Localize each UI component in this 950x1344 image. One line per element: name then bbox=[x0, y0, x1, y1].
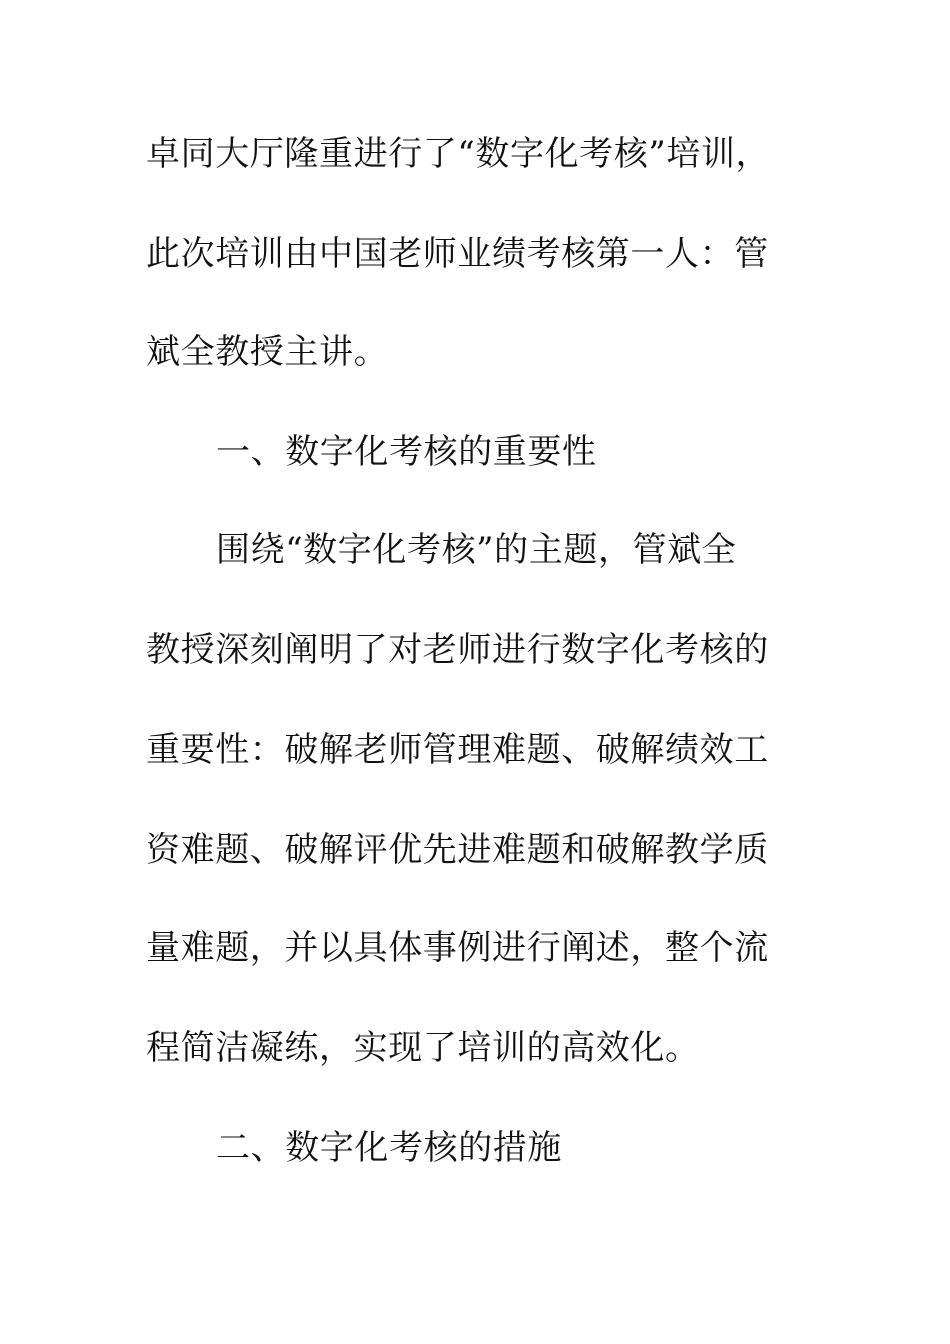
section-heading: 一、数字化考核的重要性 bbox=[216, 432, 597, 472]
paragraph-line: 重要性：破解老师管理难题、破解绩效工 bbox=[146, 730, 769, 770]
paragraph-line: 围绕“数字化考核”的主题，管斌全 bbox=[216, 530, 737, 570]
paragraph-line: 量难题，并以具体事例进行阐述，整个流 bbox=[146, 928, 769, 968]
paragraph-line: 程简洁凝练，实现了培训的高效化。 bbox=[146, 1028, 700, 1068]
section-heading: 二、数字化考核的措施 bbox=[216, 1128, 562, 1168]
paragraph-line: 教授深刻阐明了对老师进行数字化考核的 bbox=[146, 630, 769, 670]
paragraph-line: 卓同大厅隆重进行了“数字化考核”培训， bbox=[146, 134, 771, 174]
paragraph-line: 资难题、破解评优先进难题和破解教学质 bbox=[146, 830, 769, 870]
paragraph-line: 斌全教授主讲。 bbox=[146, 332, 389, 372]
paragraph-line: 此次培训由中国老师业绩考核第一人：管 bbox=[146, 234, 769, 274]
